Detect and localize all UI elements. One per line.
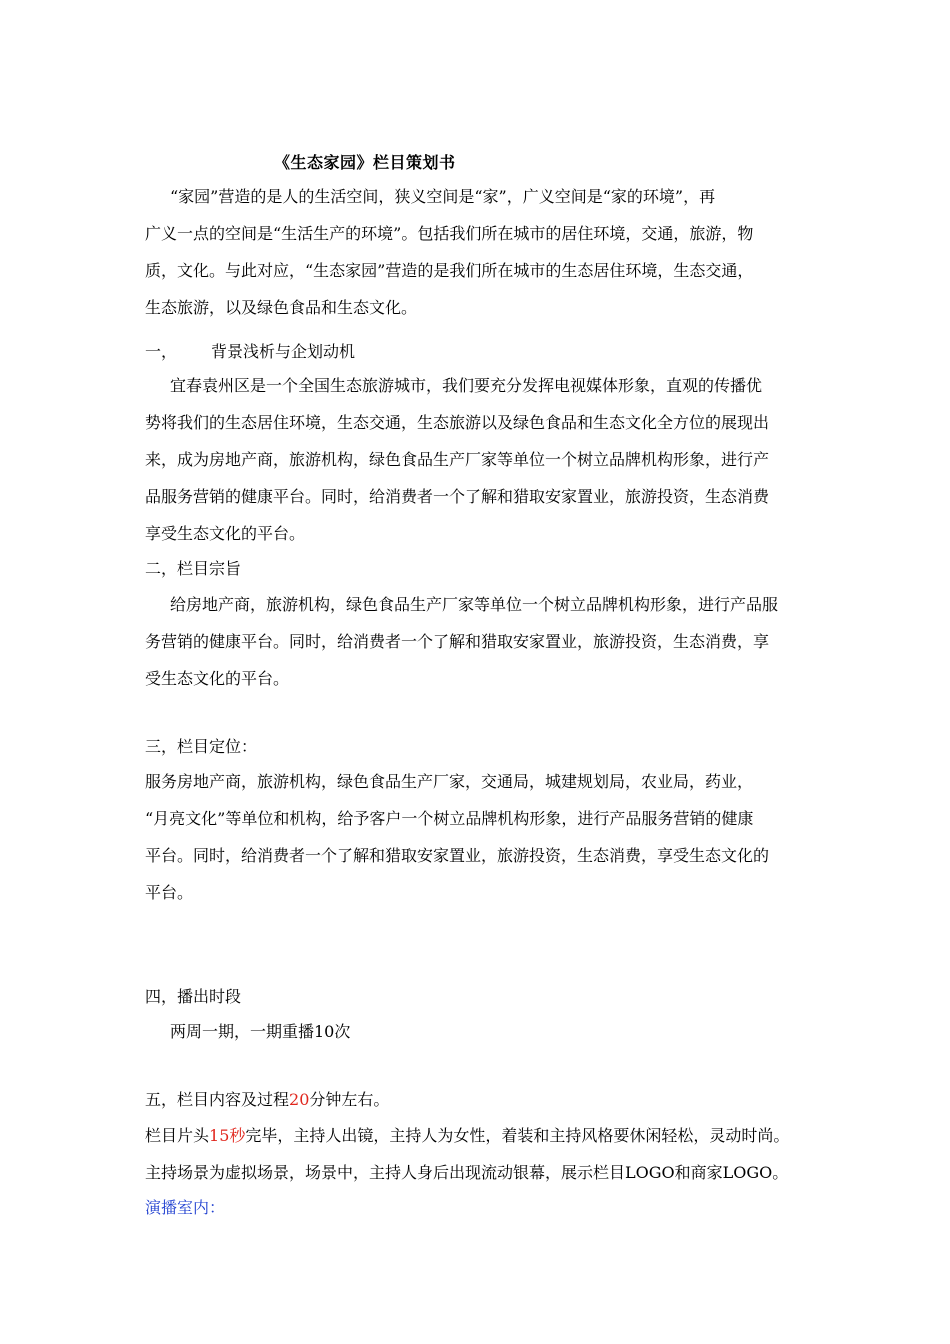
section5-line: 主持场景为虚拟场景，场景中，主持人身后出现流动银幕，展示栏目LOGO和商家LOGO。 xyxy=(145,1163,789,1182)
section5-line1-post: 完毕，主持人出镜，主持人为女性，着装和主持风格要休闲轻松，灵动时尚。 xyxy=(245,1126,790,1145)
intro-line: 广义一点的空间是“生活生产的环境”。包括我们所在城市的居住环境，交通，旅游，物 xyxy=(145,224,754,243)
section3-line: “月亮文化”等单位和机构，给予客户一个树立品牌机构形象，进行产品服务营销的健康 xyxy=(145,809,754,828)
section1-line: 来，成为房地产商，旅游机构，绿色食品生产厂家等单位一个树立品牌机构形象，进行产 xyxy=(145,450,770,469)
section3-heading: 三，栏目定位： xyxy=(145,737,258,756)
section1-line: 品服务营销的健康平台。同时，给消费者一个了解和猎取安家置业，旅游投资，生态消费 xyxy=(145,487,770,506)
intro-line: “家园”营造的是人的生活空间，狭义空间是“家”，广义空间是“家的环境”，再 xyxy=(170,187,716,206)
section3-line: 平台。 xyxy=(145,883,194,902)
intro-line: 生态旅游，以及绿色食品和生态文化。 xyxy=(145,298,418,317)
section5-line xyxy=(145,1126,789,1146)
section5-line1-pre: 栏目片头 xyxy=(145,1126,210,1145)
section2-heading: 二，栏目宗旨 xyxy=(145,559,242,578)
section3-line: 服务房地产商，旅游机构，绿色食品生产厂家，交通局，城建规划局，农业局，药业， xyxy=(145,772,754,791)
section1-line: 享受生态文化的平台。 xyxy=(145,524,306,543)
section2-line: 务营销的健康平台。同时，给消费者一个了解和猎取安家置业，旅游投资，生态消费，享 xyxy=(145,632,770,651)
section2-line: 受生态文化的平台。 xyxy=(145,669,290,688)
section5-intro-duration: 15秒 xyxy=(209,1126,246,1145)
section2-line: 给房地产商，旅游机构，绿色食品生产厂家等单位一个树立品牌机构形象，进行产品服 xyxy=(170,595,779,614)
section5-heading xyxy=(145,1090,389,1110)
section4-line: 两周一期，一期重播10次 xyxy=(170,1022,351,1041)
section1-heading-number: 一， xyxy=(145,342,178,361)
section4-heading: 四，播出时段 xyxy=(145,987,242,1006)
section3-line: 平台。同时，给消费者一个了解和猎取安家置业，旅游投资，生态消费，享受生态文化的 xyxy=(145,846,770,865)
section5-heading-post: 分钟左右。 xyxy=(309,1090,390,1109)
section1-line: 宜春袁州区是一个全国生态旅游城市，我们要充分发挥电视媒体形象，直观的传播优 xyxy=(170,376,763,395)
section1-heading-text: 背景浅析与企划动机 xyxy=(211,342,356,361)
section5-heading-pre: 五，栏目内容及过程 xyxy=(145,1090,290,1109)
intro-line: 质，文化。与此对应，“生态家园”营造的是我们所在城市的生态居住环境，生态交通， xyxy=(145,261,754,280)
document-title: 《生态家园》栏目策划书 xyxy=(274,153,456,172)
section1-line: 势将我们的生态居住环境，生态交通，生态旅游以及绿色食品和生态文化全方位的展现出 xyxy=(145,413,770,432)
section1-heading xyxy=(145,342,355,362)
section5-duration: 20 xyxy=(289,1090,310,1109)
section5-studio-label: 演播室内： xyxy=(145,1198,226,1217)
